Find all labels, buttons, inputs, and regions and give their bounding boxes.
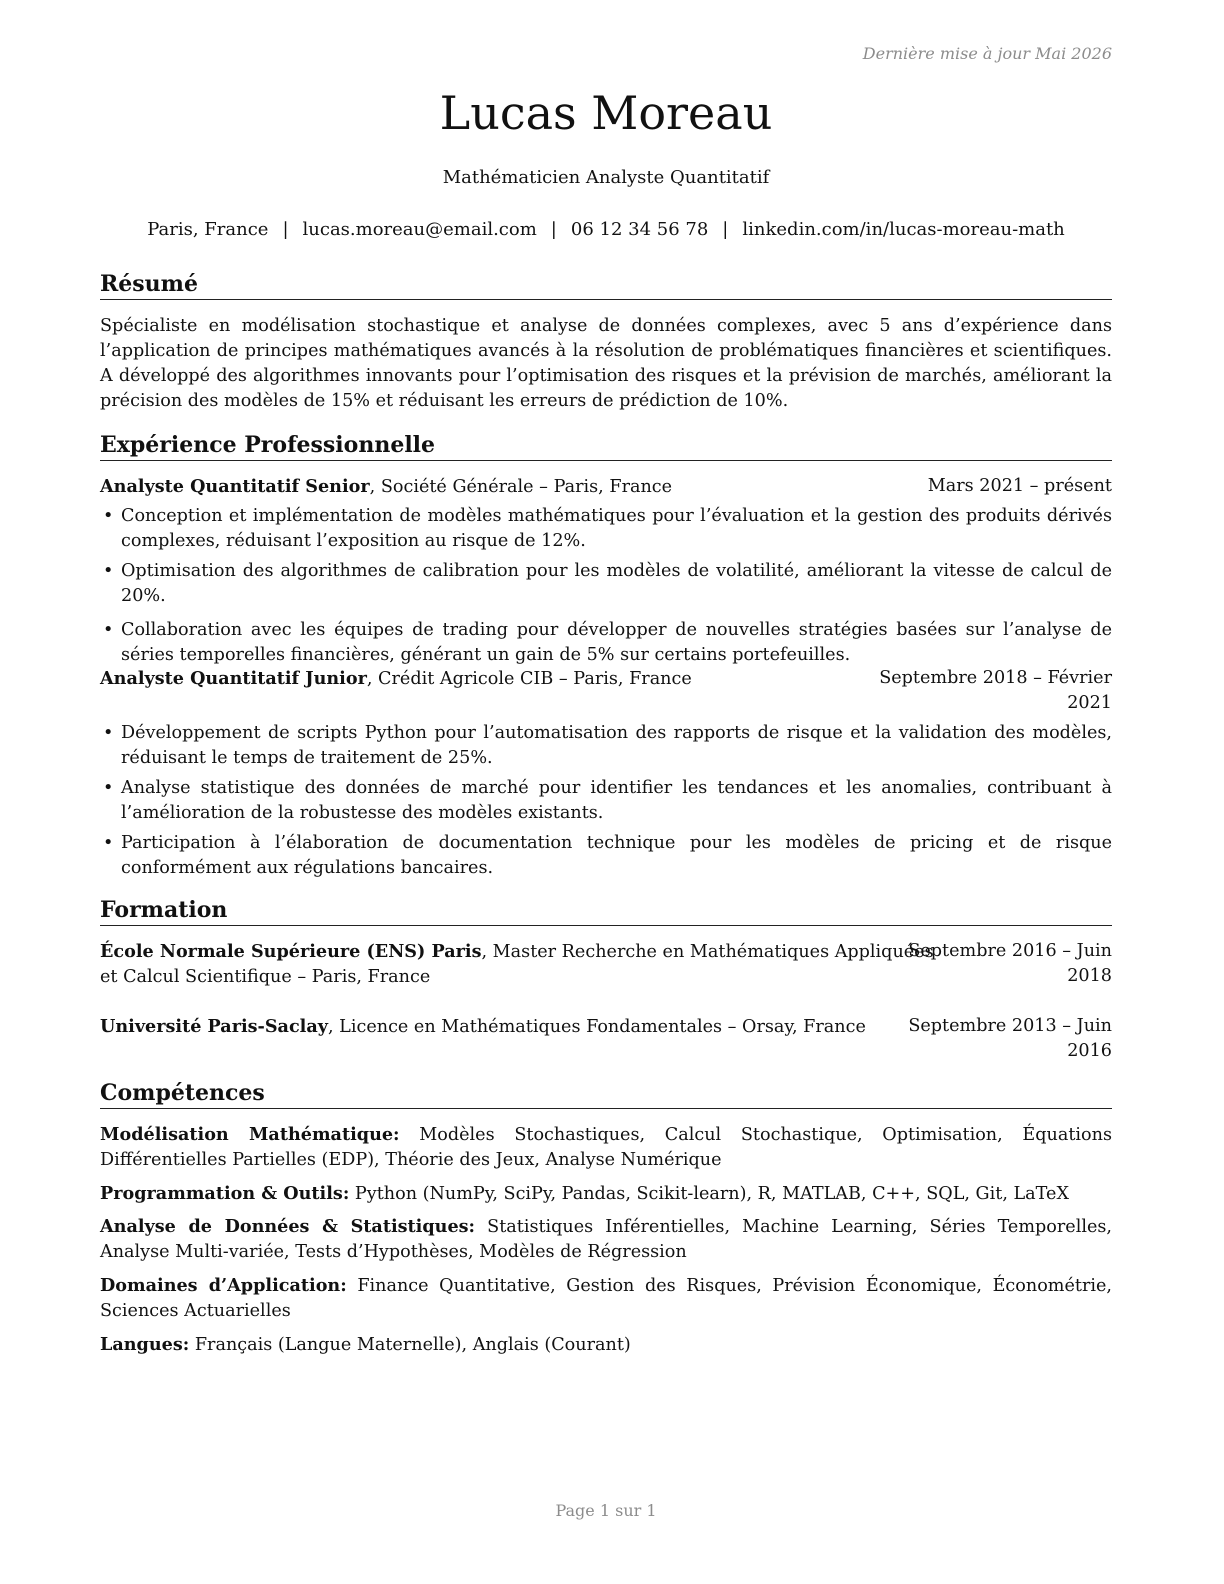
job-dates: Mars 2021 – présent — [927, 476, 1112, 496]
education-dates-line: 2018 — [1067, 966, 1112, 986]
degree-continued: et Calcul Scientifique – Paris, France — [100, 967, 431, 987]
list-item: • Analyse statistique des données de marché pour identifier les tendances et les anomalies, contribuant à l’amélioration de la robustesse des modèles existants. — [100, 776, 1112, 826]
skill-label: Programmation & Outils: — [100, 1183, 350, 1204]
list-item: • Participation à l’élaboration de documentation technique pour les modèles de pricing et de risque conformément aux régulations bancaires. — [100, 831, 1112, 881]
skill-label: Domaines d’Application: — [100, 1275, 347, 1296]
job-bullets — [100, 504, 1112, 668]
education-dates-line: 2016 — [1067, 1041, 1112, 1061]
list-item: • Développement de scripts Python pour l’automatisation des rapports de risque et la validation des modèles, réduisant le temps de traitement de 25%. — [100, 721, 1112, 771]
school-name: Université Paris-Saclay — [100, 1016, 328, 1037]
education-dates-line: Septembre 2013 – Juin — [908, 1016, 1112, 1036]
job-role: Analyste Quantitatif Junior — [100, 668, 367, 689]
job-company: , Société Générale – Paris, France — [369, 477, 673, 497]
skill-row — [100, 1181, 1112, 1207]
skill-row — [100, 1122, 1112, 1173]
job-dates-line: 2021 — [1067, 693, 1112, 713]
section-title-experience: Expérience Professionnelle — [100, 431, 1112, 461]
resume-page — [100, 0, 1112, 1584]
education-entry — [100, 1014, 1112, 1064]
degree: , Licence en Mathématiques Fondamentales – Orsay, France — [327, 1017, 866, 1037]
skill-label: Langues: — [100, 1334, 190, 1355]
candidate-name: Lucas Moreau — [439, 86, 773, 140]
education-dates — [908, 1014, 1112, 1064]
skill-value: Français (Langue Maternelle), Anglais (Courant) — [189, 1335, 631, 1355]
separator: | — [550, 219, 557, 240]
section-title-education: Formation — [100, 896, 1112, 926]
skill-value: Python (NumPy, SciPy, Pandas, Scikit-learn), R, MATLAB, C++, SQL, Git, LaTeX — [349, 1184, 1069, 1204]
candidate-title: Mathématicien Analyste Quantitatif — [442, 167, 770, 188]
last-updated: Dernière mise à jour Mai 2026 — [862, 44, 1112, 63]
contact-email[interactable]: lucas.moreau@email.com — [302, 219, 537, 240]
skill-label: Analyse de Données & Statistiques: — [100, 1216, 476, 1237]
list-item: • Conception et implémentation de modèles mathématiques pour l’évaluation et la gestion des produits dérivés complexes, réduisant l’exposition au risque de 12%. — [100, 504, 1112, 554]
job-dates — [879, 666, 1112, 716]
job-bullets — [100, 721, 1112, 881]
section-title-skills: Compétences — [100, 1079, 1112, 1109]
skill-row — [100, 1273, 1112, 1324]
skill-row — [100, 1332, 1112, 1358]
list-item: • Collaboration avec les équipes de trading pour développer de nouvelles stratégies basées sur l’analyse de séries temporelles financières, générant un gain de 5% sur certains portefeuilles. — [100, 618, 1112, 668]
job-header — [100, 666, 1112, 716]
job-company: , Crédit Agricole CIB – Paris, France — [366, 669, 692, 689]
school-name: École Normale Supérieure (ENS) Paris — [100, 941, 482, 962]
education-entry — [100, 939, 1112, 989]
skill-row — [100, 1214, 1112, 1265]
list-item: • Optimisation des algorithmes de calibration pour les modèles de volatilité, améliorant la vitesse de calcul de 20%. — [100, 559, 1112, 609]
job-dates-line: Septembre 2018 – Février — [879, 668, 1112, 688]
skill-value: Modèles Stochastiques, Calcul Stochastique, Optimisation, Équations Différentielles Partielles (EDP), Théorie des Jeux, Analyse Numérique — [100, 1125, 1113, 1170]
degree: , Master Recherche en Mathématiques Appliquées — [481, 942, 934, 962]
page-number: Page 1 sur 1 — [555, 1501, 657, 1520]
separator: | — [722, 219, 729, 240]
contact-location: Paris, France — [147, 219, 269, 240]
separator: | — [282, 219, 289, 240]
summary-text: Spécialiste en modélisation stochastique et analyse de données complexes, avec 5 ans d’expérience dans l’application de principes mathématiques avancés à la résolution de problématiques financières et scientifiques. A développé des algorithmes innovants pour l’optimisation des risques et la prévision de marchés, améliorant la précision des modèles de 15% et réduisant les erreurs de prédiction de 10%. — [100, 316, 1112, 411]
contact-line — [100, 219, 1112, 240]
section-title-summary: Résumé — [100, 270, 1112, 300]
job-role: Analyste Quantitatif Senior — [100, 476, 370, 497]
contact-phone: 06 12 34 56 78 — [570, 219, 709, 240]
skill-value: Statistiques Inférentielles, Machine Learning, Séries Temporelles, Analyse Multi-variée, Tests d’Hypothèses, Modèles de Régression — [100, 1217, 1112, 1262]
contact-linkedin[interactable]: linkedin.com/in/lucas-moreau-math — [742, 219, 1065, 240]
education-dates — [908, 939, 1112, 989]
education-dates-line: Septembre 2016 – Juin — [908, 941, 1112, 961]
skill-value: Finance Quantitative, Gestion des Risques, Prévision Économique, Économétrie, Sciences Actuarielles — [100, 1276, 1112, 1321]
skill-label: Modélisation Mathématique: — [100, 1124, 400, 1145]
